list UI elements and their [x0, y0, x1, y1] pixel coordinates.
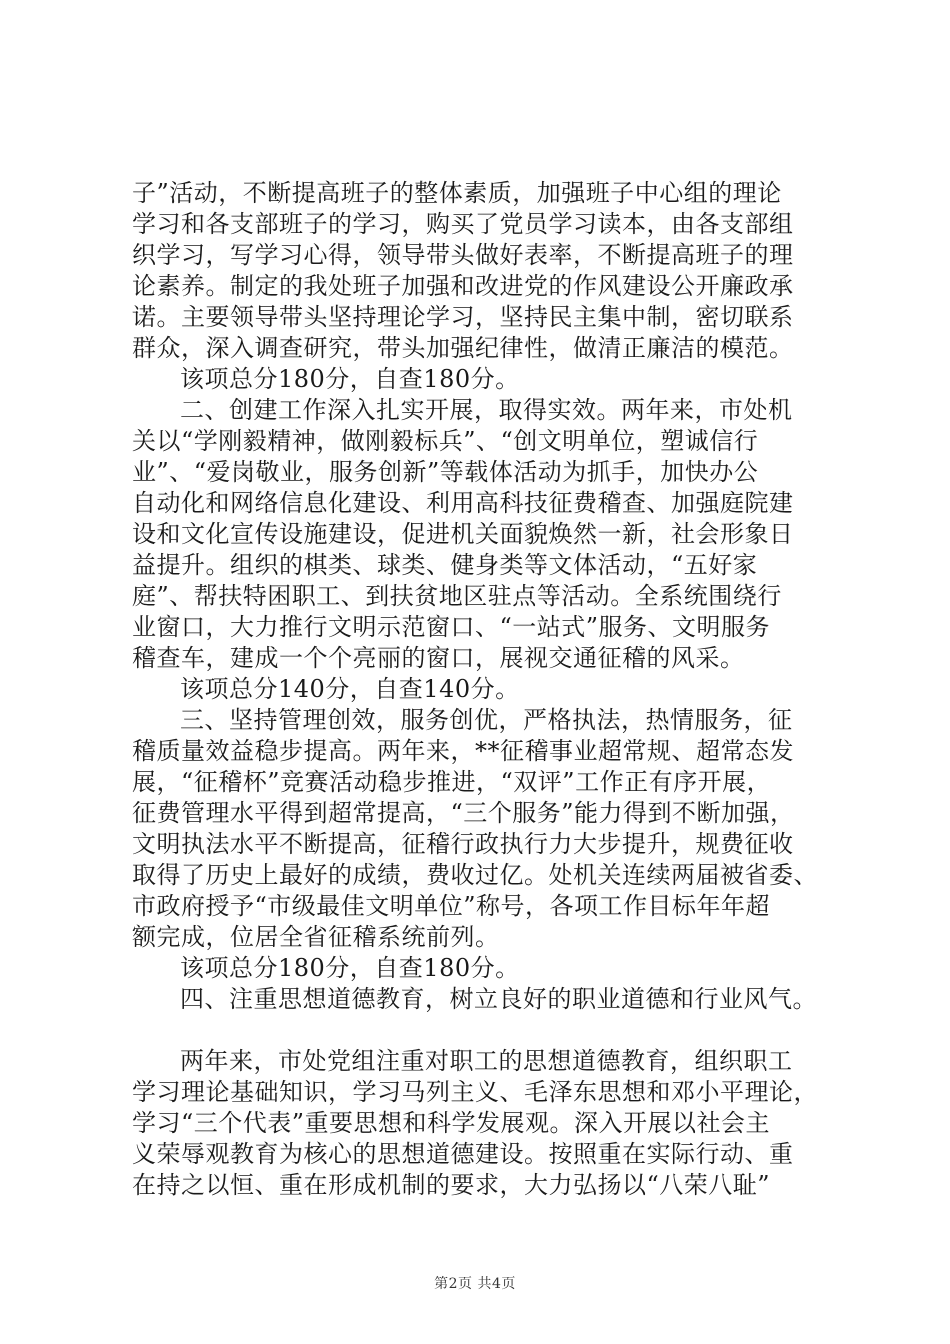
text-line: 学习“三个代表”重要思想和科学发展观。深入开展以社会主 — [132, 1109, 771, 1137]
text-line: 市政府授予“市级最佳文明单位”称号，各项工作目标年年超 — [132, 892, 771, 920]
score-line: 该项总分180分，自查180分。 — [180, 954, 520, 982]
text-line: 稽查车，建成一个个亮丽的窗口，展视交通征稽的风采。 — [132, 644, 745, 672]
text-line: 文明执法水平不断提高，征稽行政执行力大步提升，规费征收 — [132, 830, 794, 858]
text-line: 取得了历史上最好的成绩，费收过亿。处机关连续两届被省委、 — [132, 861, 818, 889]
text-line: 庭”、帮扶特困职工、到扶贫地区驻点等活动。全系统围绕行 — [132, 582, 782, 610]
text-line: 益提升。组织的棋类、球类、健身类等文体活动，“五好家 — [132, 551, 758, 579]
text-line: 业”、“爱岗敬业，服务创新”等载体活动为抓手，加快办公 — [132, 458, 759, 486]
section-heading-line: 三、坚持管理创效，服务创优，严格执法，热情服务，征 — [180, 706, 793, 734]
text-line: 群众，深入调查研究，带头加强纪律性，做清正廉洁的模范。 — [132, 334, 794, 362]
text-line: 额完成，位居全省征稽系统前列。 — [132, 923, 500, 951]
text-line: 论素养。制定的我处班子加强和改进党的作风建设公开廉政承 — [132, 272, 794, 300]
text-line: 自动化和网络信息化建设、利用高科技征费稽查、加强庭院建 — [132, 489, 794, 517]
score-line: 该项总分140分，自查140分。 — [180, 675, 520, 703]
text-line: 学习理论基础知识，学习马列主义、毛泽东思想和邓小平理论， — [132, 1078, 818, 1106]
text-line: 稽质量效益稳步提高。两年来，**征稽事业超常规、超常态发 — [132, 737, 794, 765]
text-line: 业窗口，大力推行文明示范窗口、“一站式”服务、文明服务 — [132, 613, 771, 641]
score-line: 该项总分180分，自查180分。 — [180, 365, 520, 393]
text-line: 两年来，市处党组注重对职工的思想道德教育，组织职工 — [180, 1047, 793, 1075]
text-line: 织学习，写学习心得，领导带头做好表率，不断提高班子的理 — [132, 241, 794, 269]
text-line: 征费管理水平得到超常提高，“三个服务”能力得到不断加强， — [132, 799, 795, 827]
text-line: 子”活动，不断提高班子的整体素质，加强班子中心组的理论 — [132, 179, 782, 207]
text-line: 设和文化宣传设施建设，促进机关面貌焕然一新，社会形象日 — [132, 520, 794, 548]
text-line: 学习和各支部班子的学习，购买了党员学习读本，由各支部组 — [132, 210, 794, 238]
document-body — [132, 178, 832, 1201]
text-line: 在持之以恒、重在形成机制的要求，大力弘扬以“八荣八耻” — [132, 1171, 771, 1199]
text-line: 义荣辱观教育为核心的思想道德建设。按照重在实际行动、重 — [132, 1140, 794, 1168]
section-heading-line: 四、注重思想道德教育，树立良好的职业道德和行业风气。 — [180, 985, 817, 1013]
text-line: 关以“学刚毅精神，做刚毅标兵”、“创文明单位，塑诚信行 — [132, 427, 759, 455]
text-line: 展，“征稽杯”竞赛活动稳步推进，“双评”工作正有序开展， — [132, 768, 772, 796]
text-line: 诺。主要领导带头坚持理论学习，坚持民主集中制，密切联系 — [132, 303, 794, 331]
page-footer: 第2页 共4页 — [434, 1276, 516, 1292]
paragraph-gap — [132, 1015, 832, 1046]
section-heading-line: 二、创建工作深入扎实开展，取得实效。两年来，市处机 — [180, 396, 793, 424]
